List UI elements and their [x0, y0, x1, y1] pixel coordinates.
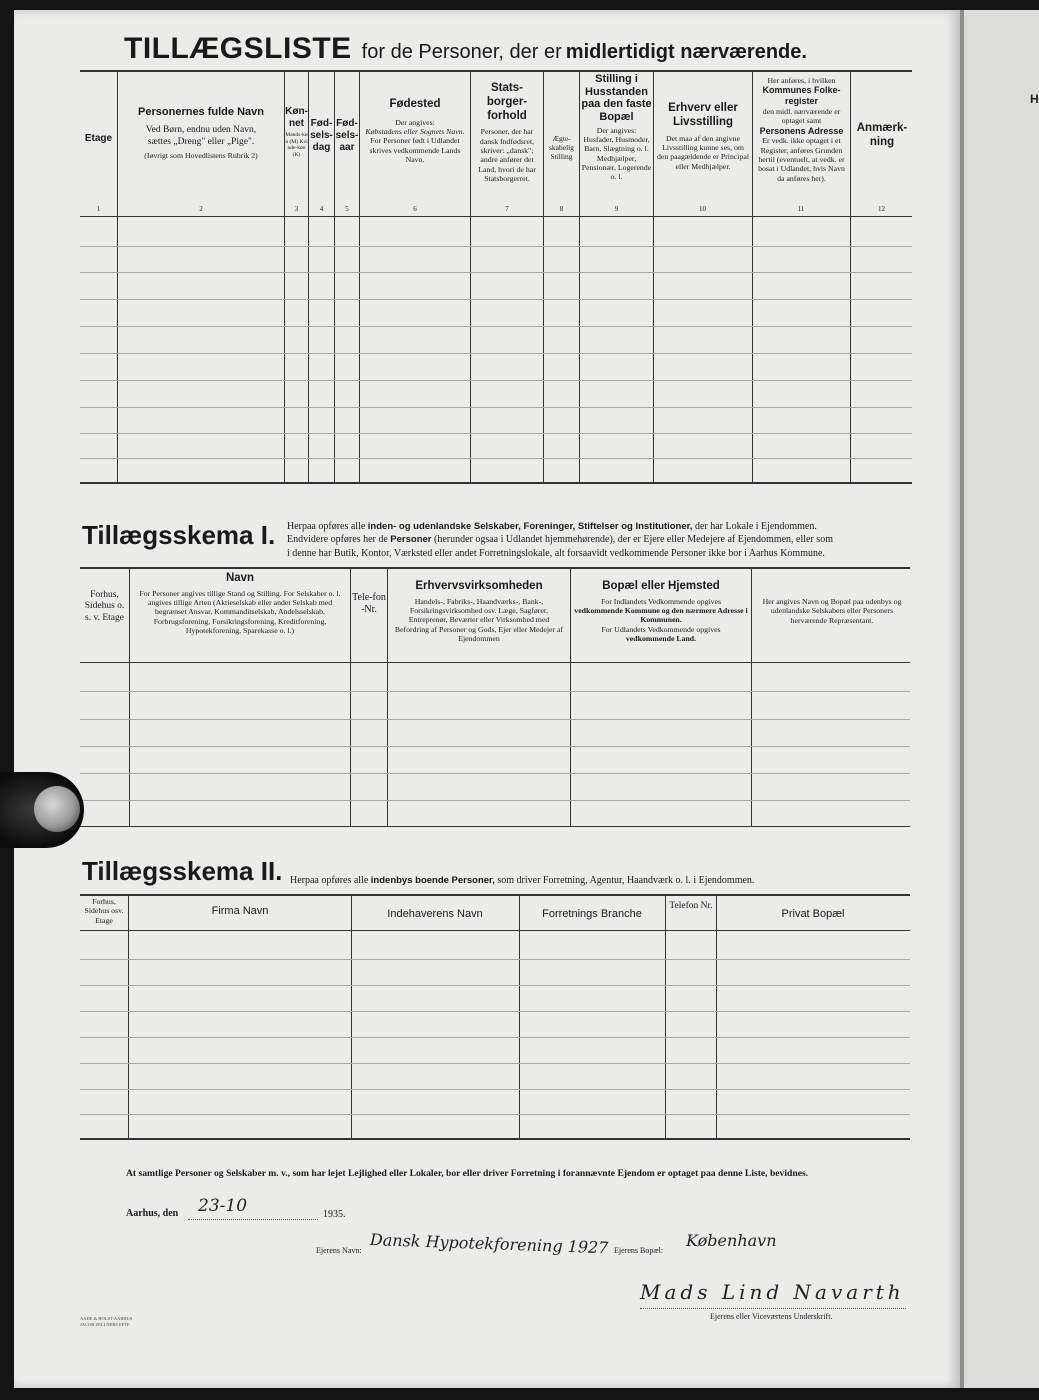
col-remarks-num: 12	[878, 205, 885, 213]
col-birthplace-header	[362, 98, 468, 165]
skema1-col-residence-sub1: For Indlandets Vedkommende opgives	[600, 596, 722, 606]
skema1-col-name-sub: For Personer angives tillige Stand og Stilling. For Selskaber o. l. angives tillige Arten (Aktieselskab eller andet Selskab med begrænset Ansvar, Kommanditselskab, Andelsselskab, Forbrugsforening, Forsikringsforening, Kreditforening, Hypotekforening, Sparekasse o. l.)	[139, 588, 341, 636]
skema1-col-residence-header	[574, 580, 748, 644]
skema1-desc-line1	[287, 520, 913, 533]
col-remarks-label: Anmærk-ning	[856, 122, 908, 148]
skema1-col-residence-label: Bopæl eller Hjemsted	[602, 580, 720, 592]
col-register-num: 11	[797, 205, 805, 213]
date-handwritten: 23-10	[198, 1196, 248, 1216]
col-household-num: 9	[614, 205, 619, 213]
col-name-header	[118, 106, 284, 160]
col-register-sub1: den midl. nærværende er optaget samt	[762, 106, 841, 126]
adjacent-page-fragment: H	[1030, 92, 1039, 106]
col-household-sub: Der angives: Husfader, Husmoder, Barn, Slægtning o. l. Medhjælper, Pensionær, Logerende o. l.	[581, 125, 652, 182]
col-birthday-label: Fød-sels-dag	[310, 118, 333, 153]
col-citizenship-header	[472, 82, 542, 183]
col-household-header	[581, 73, 652, 182]
signature-line	[640, 1308, 906, 1309]
signature-label: Ejerens eller Viceværtens Underskrift.	[710, 1312, 833, 1321]
printer-imprint: AADE & HOLST-AARHUS JACOB ZELLNERS EFTF.	[80, 1316, 133, 1327]
skema2-col-floor: Forhus, Sidehus osv. Etage	[84, 897, 124, 925]
col-name-sub1: Ved Børn, endnu uden Navn,	[145, 125, 257, 136]
skema2-col-firm: Firma Navn	[211, 905, 269, 917]
col-koen-num: 3	[294, 205, 299, 213]
skema2-col-owner: Indehaverens Navn	[387, 908, 483, 920]
owner-residence-label: Ejerens Bopæl:	[614, 1246, 664, 1255]
title-bold-end: midlertidigt nærværende.	[565, 41, 807, 63]
date-line	[188, 1219, 318, 1220]
col-birthplace-num: 6	[413, 205, 417, 213]
adjacent-page	[962, 10, 1039, 1388]
col-marital-label: Ægte-skabelig Stilling	[549, 134, 574, 161]
year-label: 1935.	[323, 1209, 346, 1220]
col-register-label2: Kommunes Folke-register	[762, 85, 841, 107]
skema1-desc2b: Personer	[390, 534, 432, 546]
skema1-desc1c: der har Lokale i Ejendommen.	[694, 521, 817, 532]
col-birthplace-sub2: Købstadens eller Sognets Navn.	[365, 127, 465, 137]
col-etage-num: 1	[96, 205, 101, 213]
col-citizenship-num: 7	[505, 205, 509, 213]
col-register-sub2: Er vedk. ikke optaget i et Register, anføres Grunden hertil (eventuelt, at vedk. er bosat i Udlandet, hvis Navn da anføres her).	[758, 136, 845, 183]
col-name-label: Personernes fulde Navn	[138, 106, 264, 118]
skema1-col-business-sub: Handels-, Fabriks-, Haandværks-, Bank-, Forsikringsvirksomhed osv. Læge, Sagfører, Entreprenør, Beværter eller Virksomhed med Befordring af Personer og Gods, Ejer eller Medejer af Ejendommen	[394, 596, 564, 644]
skema1-col-phone: Tele-fon-Nr.	[352, 592, 386, 615]
title-rest: for de Personer, der er	[361, 41, 562, 63]
owner-name-label: Ejerens Navn:	[316, 1246, 362, 1255]
col-name-sub2: sættes „Dreng" eller „Pige".	[147, 136, 255, 147]
owner-name-handwritten: Dansk Hypotekforening 1927	[369, 1230, 609, 1258]
declaration-text: At samtlige Personer og Selskaber m. v., som har lejet Lejlighed eller Lokaler, bor eller driver Forretning i forannævnte Ejendom er optaget paa denne Liste, bevidnes.	[126, 1168, 809, 1179]
skema2-desc-b: indenbys boende Personer,	[370, 875, 495, 886]
skema1-desc2c: (herunder ogsaa i Udlandet hjemmehørende), der er Ejere eller Medejere af Ejendommen, eller som	[433, 534, 833, 546]
col-name-sub3: (Iøvrigt som Hovedlistens Rubrik 2)	[144, 150, 258, 160]
col-register-header	[754, 76, 849, 183]
col-marital-num: 8	[559, 205, 564, 213]
skema1-desc-line3: i denne har Butik, Kontor, Værksted eller andet Forretningslokale, alt forsaavidt vedkommende Personer ikke bor i Aarhus Kommune.	[287, 547, 825, 559]
col-occupation-sub: Det maa af den angivne Livsstilling kunne ses, om den paagældende er Principal eller Medhjælper.	[656, 133, 749, 171]
skema1-desc1b: inden- og udenlandske Selskaber, Foreninger, Stiftelser og Institutioner,	[367, 521, 693, 532]
col-register-label3: Personens Adresse	[759, 125, 844, 136]
col-birthplace-label: Fødested	[389, 98, 441, 110]
skema1-col-residence-sub4: vedkommende Land.	[625, 634, 697, 644]
skema1-col-name-header	[135, 572, 345, 636]
skema1-col-business-header	[392, 580, 566, 644]
col-occupation-label: Erhverv eller Livsstilling	[668, 102, 738, 128]
col-household-label: Stilling i Husstanden paa den faste Bopæl	[581, 73, 652, 123]
skema1-col-residence-sub3: For Udlandets Vedkommende opgives	[601, 624, 721, 634]
col-citizenship-label: Stats-borger-forhold	[486, 82, 528, 122]
col-koen-header	[285, 106, 308, 158]
col-name-num: 2	[199, 205, 203, 213]
skema1-title: Tillægsskema I.	[82, 520, 276, 550]
skema2-title: Tillægsskema II.	[82, 856, 283, 886]
skema2-desc-a: Herpaa opføres alle	[290, 875, 369, 886]
skema1-col-floor: Forhus, Sidehus o. s. v. Etage	[84, 590, 125, 623]
skema1-description	[287, 520, 913, 560]
col-koen-label: Køn-net	[285, 106, 308, 129]
form-title	[124, 32, 807, 66]
thumb	[34, 786, 80, 832]
skema1-col-residence-sub2: vedkommende Kommune og den nærmere Adresse i Kommunen.	[574, 606, 748, 625]
skema2-col-residence: Privat Bopæl	[781, 908, 845, 920]
skema1-desc-line2	[287, 533, 913, 546]
skema2-col-branch: Forretnings Branche	[542, 908, 642, 920]
col-etage-label: Etage	[84, 133, 113, 144]
col-occupation-header	[656, 102, 750, 171]
skema1-col-representative: Her angives Navn og Bopæl paa udenbys og udenlandske Selskabers eller Personers herværende Repræsentant.	[762, 597, 902, 625]
col-citizenship-sub: Personer, der har dansk Indfødsret, skriver: „dansk"; andre anfører det Land, hvori de har Statsborgerret.	[478, 127, 536, 184]
signature-handwritten: Mads Lind Navarth	[640, 1280, 905, 1304]
skema1-col-name-label: Navn	[225, 572, 255, 584]
col-birthday-num: 4	[319, 205, 324, 213]
skema1-col-business-label: Erhvervsvirksomheden	[415, 580, 543, 592]
skema1-desc2a: Endvidere opføres her de	[287, 534, 388, 546]
col-birthyear-label: Fød-sels-aar	[335, 118, 359, 153]
col-register-label1: Her anføres, i hvilken	[767, 76, 836, 85]
col-birthyear-num: 5	[345, 205, 349, 213]
owner-residence-handwritten: København	[686, 1231, 777, 1250]
col-occupation-num: 10	[699, 205, 706, 213]
col-koen-sub: Mands-køn (M) Kvinde-køn (K)	[285, 132, 308, 158]
skema2-desc-c: som driver Forretning, Agentur, Haandværk o. l. i Ejendommen.	[497, 875, 755, 886]
skema2-col-phone: Telefon Nr.	[669, 901, 713, 911]
col-birthplace-sub3: For Personer født i Udlandet skrives vedkommende Lands Navn.	[369, 136, 461, 165]
title-main: TILLÆGSLISTE	[124, 32, 352, 65]
skema2-description	[290, 875, 754, 886]
col-birthplace-sub1: Der angives:	[395, 117, 435, 127]
city-label: Aarhus, den	[126, 1208, 179, 1219]
skema1-desc1a: Herpaa opføres alle	[287, 521, 366, 532]
